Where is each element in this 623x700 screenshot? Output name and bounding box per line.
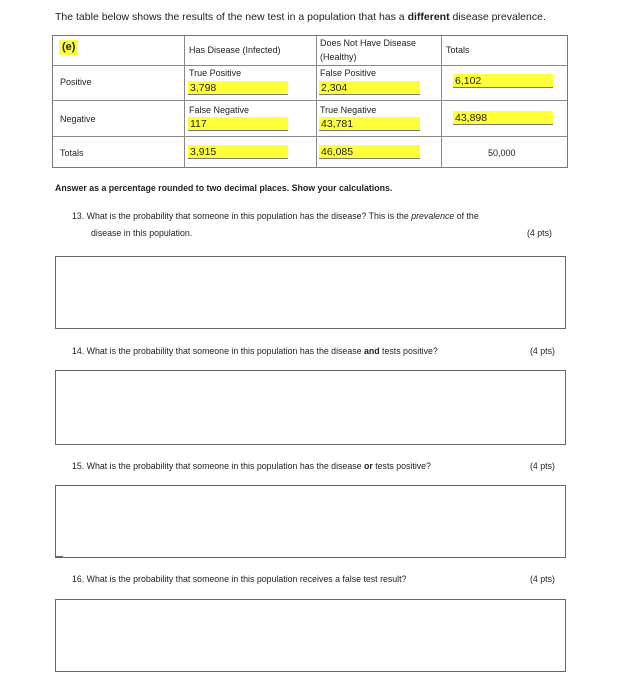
table-divider: [184, 36, 185, 167]
q16-answer-box[interactable]: [55, 599, 566, 672]
results-table: [52, 35, 568, 168]
header-no-disease: Does Not Have Disease: [320, 38, 417, 48]
grand-total-value: 50,000: [488, 148, 516, 158]
q13-points: (4 pts): [527, 228, 552, 238]
q15-points: (4 pts): [530, 461, 555, 471]
true-positive-label: True Positive: [189, 68, 242, 78]
disease-total-value: 3,915: [188, 145, 288, 159]
negative-total-value: 43,898: [453, 111, 553, 125]
question-13-line2: disease in this population.: [91, 228, 193, 238]
q13-text-start: 13. What is the probability that someone in this population has the disease? This is the: [72, 211, 412, 221]
healthy-total-value: 46,085: [319, 145, 420, 159]
table-divider: [53, 136, 567, 137]
row-label-negative: Negative: [60, 114, 96, 124]
positive-total-value: 6,102: [453, 74, 553, 88]
header-has-disease: Has Disease (Infected): [189, 45, 281, 55]
row-label-positive: Positive: [60, 77, 92, 87]
false-negative-value: 117: [188, 117, 288, 131]
q14-bold-word: and: [363, 346, 380, 356]
question-16: 16. What is the probability that someone in this population receives a false test result?: [72, 574, 407, 584]
intro-sentence: [55, 11, 546, 23]
q15-text-end: tests positive?: [372, 461, 431, 471]
table-divider: [53, 65, 567, 66]
q14-points: (4 pts): [530, 346, 555, 356]
q14-text-start: 14. What is the probability that someone in this population has the disease: [72, 346, 364, 356]
q13-answer-box[interactable]: [55, 256, 566, 329]
q15-text-start: 15. What is the probability that someone in this population has the disease: [72, 461, 364, 471]
q16-points: (4 pts): [530, 574, 555, 584]
false-positive-label: False Positive: [320, 68, 377, 78]
true-negative-label: True Negative: [320, 105, 377, 115]
q15-bold-word: or: [363, 461, 373, 471]
pen-mark: [55, 540, 56, 556]
pen-mark: [55, 556, 63, 557]
true-positive-value: 3,798: [188, 81, 288, 95]
question-14: [72, 346, 438, 356]
true-negative-value: 43,781: [319, 117, 420, 131]
q14-text-end: tests positive?: [379, 346, 438, 356]
header-no-disease-sub: (Healthy): [320, 52, 357, 62]
question-15: [72, 461, 431, 471]
q14-answer-box[interactable]: [55, 370, 566, 445]
intro-text-start: The table below shows the results of the new test in a population that has a: [55, 11, 408, 23]
intro-text-end: disease prevalence.: [449, 11, 546, 23]
instructions: Answer as a percentage rounded to two decimal places. Show your calculations.: [55, 183, 393, 193]
false-negative-label: False Negative: [189, 105, 250, 115]
table-divider: [441, 36, 442, 167]
table-label: (e): [59, 40, 78, 55]
q15-answer-box[interactable]: [55, 485, 566, 558]
q13-text-end: of the: [454, 211, 479, 221]
row-label-totals: Totals: [60, 148, 84, 158]
false-positive-value: 2,304: [319, 81, 420, 95]
table-divider: [53, 100, 567, 101]
q13-italic-word: prevalence: [411, 211, 455, 221]
header-totals: Totals: [446, 45, 470, 55]
intro-bold-word: different: [407, 11, 450, 23]
table-divider: [316, 36, 317, 167]
question-13: [72, 211, 479, 221]
